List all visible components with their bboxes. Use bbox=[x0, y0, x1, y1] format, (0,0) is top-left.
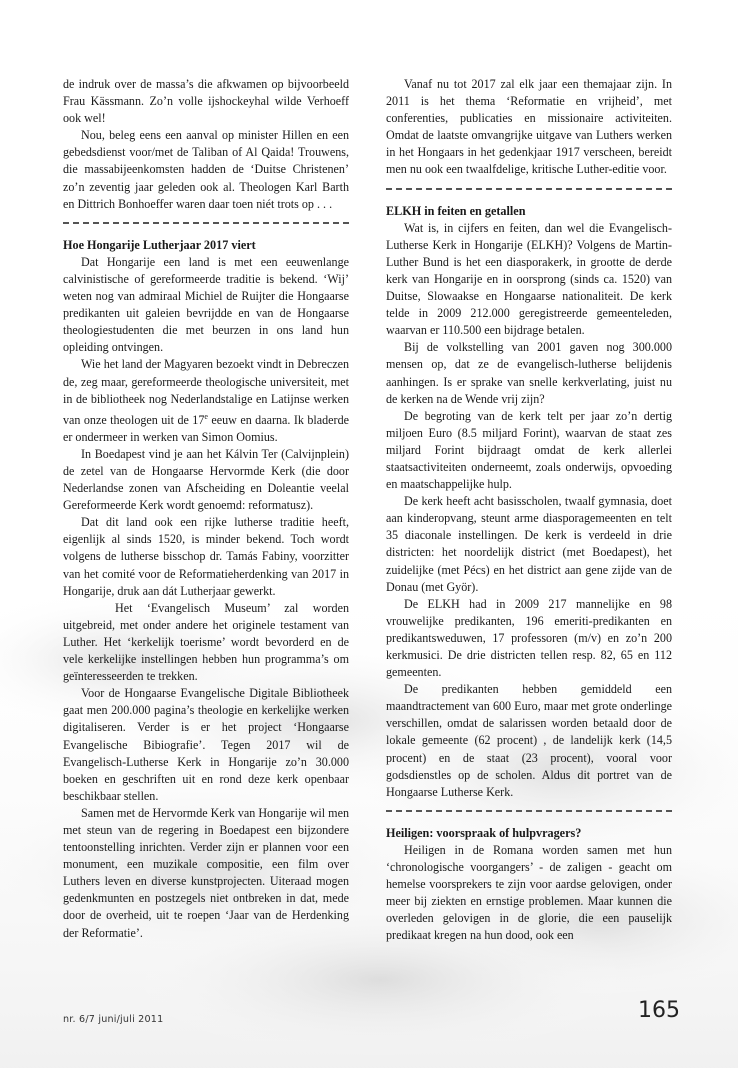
elkh-paragraph-2: Bij de volkstelling van 2001 gaven nog 300.000 mensen op, dat ze de evangelisch-lutherse belijdenis aanhingen. Is er sprake van snelle kerkverlating, juist nu de kerken na de Wende vrij zijn? bbox=[386, 340, 672, 406]
heiligen-paragraph-1: Heiligen in de Romana worden samen met hun ‘chronologische voorgangers’ - de zaligen - geacht om hemelse voorsprekers te zijn voor aardse gelovigen, onder meer bij ziekten en ernstige problemen. Maar kunnen die overleden gelovigen in de glorie, die een pauselijk predikaat kregen na hun dood, ook een bbox=[386, 842, 672, 943]
section-title-heiligen: Heiligen: voorspraak of hulpvragers? bbox=[386, 825, 582, 840]
page-number: 165 bbox=[638, 998, 680, 1023]
hongarije-paragraph-7: Samen met de Hervormde Kerk van Hongarije wil men met steun van de regering in Boedapest een bijzondere tentoonstelling inrichten. Verder zijn er plannen voor een monument, een muzikale compositie, een film over Luthers leven en diverse kunstprojecten. Uiteraad mogen gedenkmunten en postzegels niet ontbreken in dat, mede door de overheid, uit te roepen ‘Jaar van de Herdenking der Reformatie’. bbox=[63, 805, 349, 940]
right-intro-paragraph: Vanaf nu tot 2017 zal elk jaar een themajaar zijn. In 2011 is het thema ‘Reformatie en vrijheid’, met conferenties, publicaties en missionaire activiteiten. Omdat de laatste omvangrijke uitgave van Luthers werken in het Hongaars in het gedenkjaar 1917 verscheen, bereidt men nu ook een twaalfdelige, kritische Luther-editie voor. bbox=[386, 77, 672, 177]
left-intro-paragraph-1: de indruk over de massa’s die afkwamen op bijvoorbeeld Frau Kässmann. Zo’n volle ijshockeyhal wilde Verhoeff ook wel! bbox=[63, 77, 349, 126]
hongarije-paragraph-6: Voor de Hongaarse Evangelische Digitale Bibliotheek gaat men 200.000 pagina’s theologie en kerkelijke werken digitaliseren. Verder is er het project ‘Hongaarse Evangelische Bibiografie’. Tegen 2017 wil de Evangelisch-Lutherse Kerk in Hongarije zo’n 30.000 boeken en geschriften uit en rond deze kerk openbaar beschikbaar stellen. bbox=[63, 686, 349, 803]
elkh-paragraph-3: De begroting van de kerk telt per jaar zo’n dertig miljoen Euro (8.5 miljard Forint), waarvan de staat zes miljard Forint bijdraagt omdat de kerk allerlei staatsactiviteiten onderneemt, zoals onderwijs, opvoeding en maatschappelijke hulp. bbox=[386, 408, 672, 492]
elkh-paragraph-5: De ELKH had in 2009 217 mannelijke en 98 vrouwelijke predikanten, 196 emeriti-predikanten en predikantsweduwen, 17 professoren (m/v) en zo’n 200 kerkmusici. De drie districten tellen resp. 82, 65 en 112 gemeenten. bbox=[386, 596, 672, 680]
left-column bbox=[63, 76, 349, 942]
elkh-paragraph-1: Wat is, in cijfers en feiten, dan wel die Evangelisch-Lutherse Kerk in Hongarije (ELKH)? Volgens de Martin-Luther Bund is het een diasporakerk, in grootte de derde kerk van Hongarije en in oorsprong (sinds ca. 1520) van Duitse, Slowaakse en Hongaarse nationaliteit. De kerk telde in 2009 212.000 geregistreerde gemeenteleden, waarvan er 110.500 een bijdrage betalen. bbox=[386, 220, 672, 338]
section-divider bbox=[386, 188, 672, 190]
left-intro-paragraph-2: Nou, beleg eens een aanval op minister Hillen en een gebedsdienst voor/met de Taliban of Al Qaida! Trouwens, die massabijeenkomsten hadden de ‘Duitse Christenen’ zo’n zeventig jaar geleden ook al. Theologen Karl Barth en Dittrich Bonhoeffer waren daar toen niét trots op . . . bbox=[63, 128, 349, 211]
section-title-hongarije: Hoe Hongarije Lutherjaar 2017 viert bbox=[63, 237, 256, 252]
section-divider bbox=[63, 222, 349, 224]
footer-issue-info: nr. 6/7 juni/juli 2011 bbox=[63, 1014, 164, 1025]
hongarije-paragraph-3: In Boedapest vind je aan het Kálvin Ter (Calvijnplein) de zetel van de Hongaarse Hervormde Kerk (die door Nederlandse zonen van Afscheiding en Doleantie veelal Gereformeerde Kerk wordt genoemd: reformatusz). bbox=[63, 446, 349, 513]
right-column bbox=[386, 76, 672, 945]
elkh-paragraph-6: De predikanten hebben gemiddeld een maandtractement van 600 Euro, maar met grote onderlinge verschillen, omdat de salarissen worden betaald door de lokale gemeente (62 procent) , de landelijk kerk (14,5 procent) en de staat (23 procent), vooral voor godsdienstles op de scholen. Aldus dit portret van de Hongaarse Lutherse Kerk. bbox=[386, 682, 672, 799]
hongarije-paragraph-2: Wie het land der Magyaren bezoekt vindt in Debreczen de, zeg maar, gereformeerde theologische universiteit, met in de bibliotheek nog Nederlandstalige en Latijnse werken van onze theologen uit de 17e eeuw en daarna. Ik bladerde er ondermeer in werken van Simon Oomius. bbox=[63, 357, 349, 444]
section-divider bbox=[386, 810, 672, 812]
hongarije-paragraph-1: Dat Hongarije een land is met een eeuwenlange calvinistische of gereformeerde traditie is bekend. ‘Wij’ weten nog van admiraal Michiel de Ruijter die Hongaarse predikanten uit galeien bevrijdde en van de Hongaarse theologiestudenten die met beurzen in ons land hun opleiding ontvingen. bbox=[63, 254, 349, 355]
hongarije-paragraph-4: Dat dit land ook een rijke lutherse traditie heeft, eigenlijk al sinds 1520, is minder bekend. Toch wordt volgens de lutherse bisschop dr. Tamás Fabiny, voorzitter van het comité voor de Reformatieherdenking van 2017 in Hongarije, druk aan dát Lutherjaar gewerkt. bbox=[63, 515, 349, 598]
elkh-paragraph-4: De kerk heeft acht basisscholen, twaalf gymnasia, doet aan kinderopvang, steunt arme diasporagemeenten en telt 35 diaconale instellingen. De kerk is verdeeld in drie districten: het noordelijk district (met Boedapest), het zuidelijke (met Pécs) en het district aan gene zijde van de Donau (met Györ). bbox=[386, 494, 672, 594]
section-title-elkh: ELKH in feiten en getallen bbox=[386, 203, 526, 218]
hongarije-paragraph-5: Het ‘Evangelisch Museum’ zal worden uitgebreid, met onder andere het originele testament van Luther. Het ‘kerkelijk toerisme’ wordt bevorderd en de vele kerkelijke instellingen hebben hun programma’s om geïnteresseerden te trekken. bbox=[63, 600, 349, 684]
